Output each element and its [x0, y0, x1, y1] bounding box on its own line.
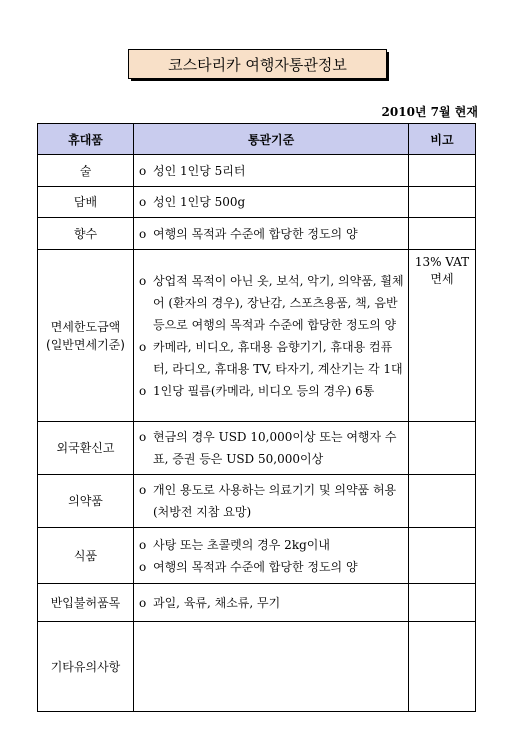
row-standard [134, 422, 409, 475]
header-note: 비고 [409, 124, 476, 155]
standard-item: o 1인당 필름(카메라, 비디오 등의 경우) 6통 [138, 380, 406, 402]
standard-item: o 개인 용도로 사용하는 의료기기 및 의약품 허용 (처방전 지참 요망) [138, 479, 406, 523]
table-row [38, 218, 476, 250]
row-category: 담배 [38, 187, 134, 218]
row-note [409, 528, 476, 584]
table-row [38, 250, 476, 422]
row-note [409, 218, 476, 250]
row-category: 향수 [38, 218, 134, 250]
row-note [409, 475, 476, 528]
row-note [409, 155, 476, 187]
standard-item: o 상업적 목적이 아닌 옷, 보석, 악기, 의약품, 휠체어 (환자의 경우), 장난감, 스포츠용품, 책, 음반 등으로 여행의 목적과 수준에 합당한 정도의 양 [138, 270, 406, 336]
page-title-text: 코스타리카 여행자통관정보 [168, 55, 347, 74]
standard-item: o 사탕 또는 초콜렛의 경우 2kg이내 [138, 534, 406, 556]
header-standard: 통관기준 [134, 124, 409, 155]
row-note [409, 584, 476, 622]
table-row [38, 155, 476, 187]
customs-table [37, 123, 476, 712]
row-category: 면세한도금액 (일반면세기준) [38, 250, 134, 422]
row-category: 외국환신고 [38, 422, 134, 475]
row-standard [134, 475, 409, 528]
row-standard [134, 528, 409, 584]
row-standard [134, 250, 409, 422]
row-note [409, 187, 476, 218]
date-label: 2010년 7월 현재 [381, 105, 478, 119]
row-category: 의약품 [38, 475, 134, 528]
row-category: 반입불허품목 [38, 584, 134, 622]
table-row [38, 584, 476, 622]
header-item: 휴대품 [38, 124, 134, 155]
standard-item: o 과일, 육류, 채소류, 무기 [138, 592, 406, 614]
table-row [38, 528, 476, 584]
table-row [38, 187, 476, 218]
standard-item: o 현금의 경우 USD 10,000이상 또는 여행자 수표, 증권 등은 USD 50,000이상 [138, 426, 406, 470]
row-category: 기타유의사항 [38, 622, 134, 712]
table-header-row [38, 124, 476, 155]
row-standard [134, 187, 409, 218]
table-row [38, 622, 476, 712]
table-row [38, 475, 476, 528]
standard-item: o 성인 1인당 500g [138, 191, 406, 213]
standard-item: o 여행의 목적과 수준에 합당한 정도의 양 [138, 556, 406, 578]
row-category: 식품 [38, 528, 134, 584]
row-note [409, 422, 476, 475]
row-standard [134, 584, 409, 622]
standard-item: o 성인 1인당 5리터 [138, 160, 406, 182]
table-row [38, 422, 476, 475]
row-category: 술 [38, 155, 134, 187]
row-standard [134, 218, 409, 250]
row-standard [134, 155, 409, 187]
page-title [128, 49, 387, 79]
row-note: 13% VAT 면세 [409, 250, 476, 422]
row-standard [134, 622, 409, 712]
standard-item: o 여행의 목적과 수준에 합당한 정도의 양 [138, 223, 406, 245]
standard-item: o 카메라, 비디오, 휴대용 음향기기, 휴대용 컴퓨터, 라디오, 휴대용 TV, 타자기, 계산기는 각 1대 [138, 336, 406, 380]
row-note [409, 622, 476, 712]
